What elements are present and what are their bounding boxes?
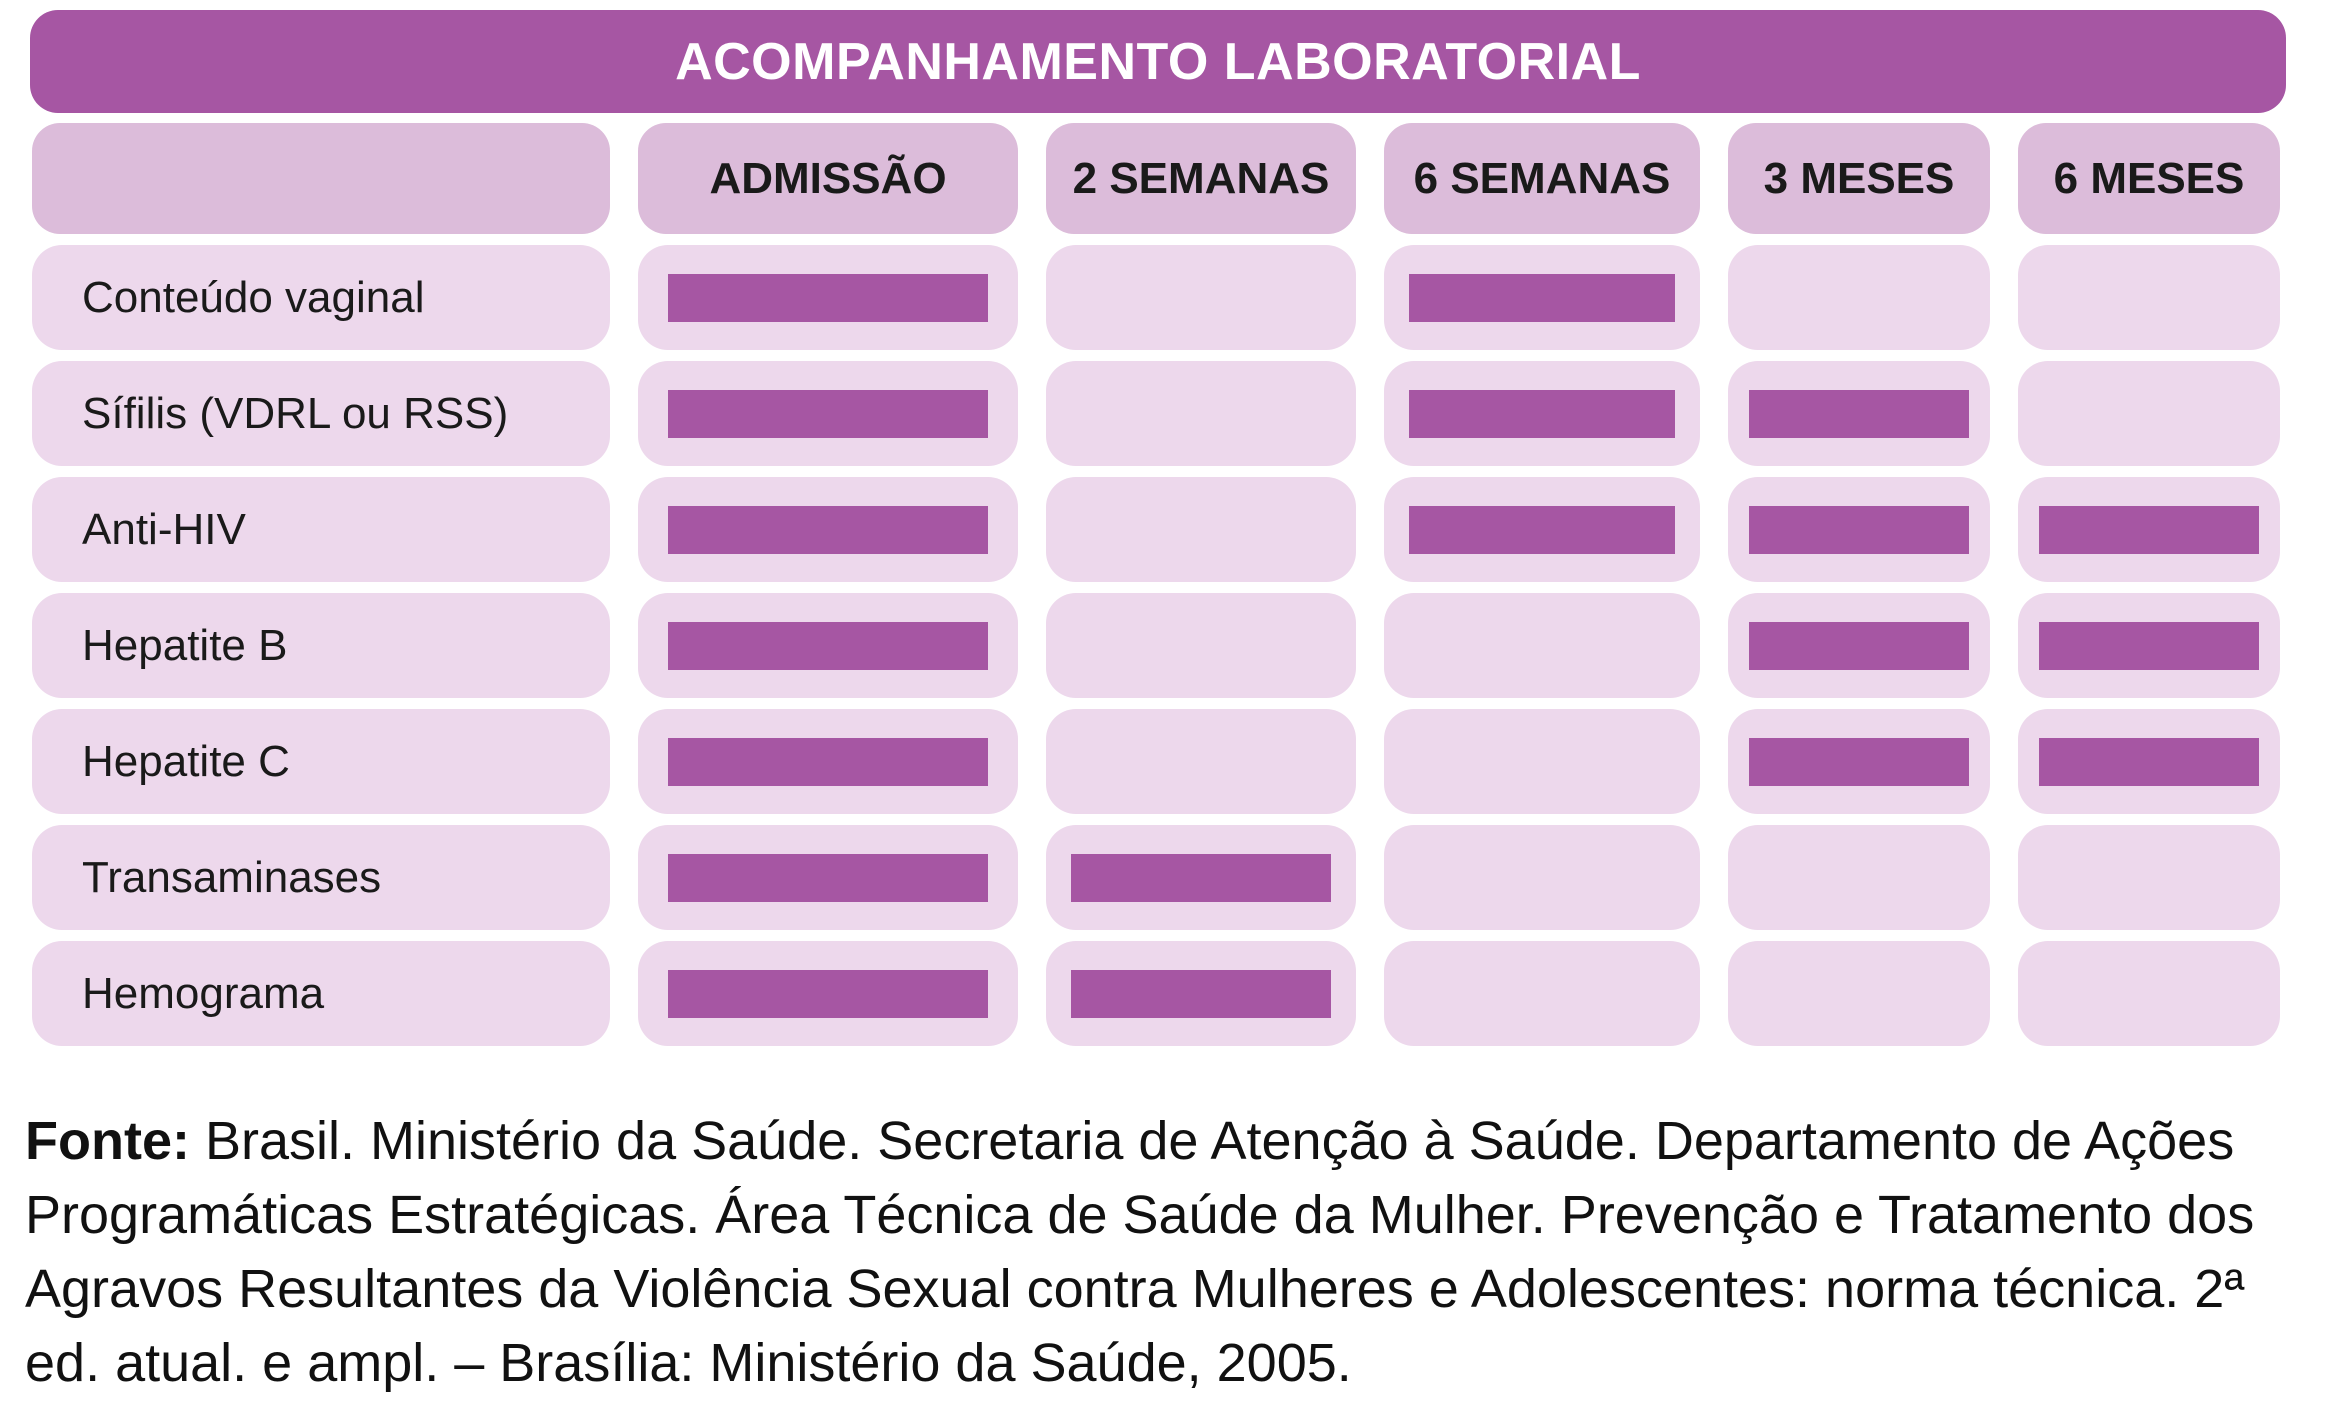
row-label-anti-hiv: Anti-HIV xyxy=(32,477,610,582)
table-cell xyxy=(2018,477,2280,582)
table-cell xyxy=(1046,709,1356,814)
test-scheduled-bar xyxy=(668,970,987,1018)
test-scheduled-bar xyxy=(1071,970,1331,1018)
test-scheduled-bar xyxy=(1749,390,1969,438)
page-title: ACOMPANHAMENTO LABORATORIAL xyxy=(675,32,1641,91)
table-cell xyxy=(1728,593,1990,698)
table-cell xyxy=(638,361,1018,466)
table-title-banner xyxy=(30,10,2286,113)
test-scheduled-bar xyxy=(668,506,987,554)
row-label-conteudo-vaginal: Conteúdo vaginal xyxy=(32,245,610,350)
source-citation xyxy=(25,1104,2313,1400)
table-cell xyxy=(1384,709,1700,814)
table-cell xyxy=(638,477,1018,582)
table-cell xyxy=(2018,245,2280,350)
row-label-sifilis: Sífilis (VDRL ou RSS) xyxy=(32,361,610,466)
table-cell xyxy=(638,593,1018,698)
table-cell xyxy=(1046,245,1356,350)
table-cell xyxy=(1384,825,1700,930)
column-header-2-semanas: 2 SEMANAS xyxy=(1046,123,1356,234)
table-cell xyxy=(1046,477,1356,582)
test-scheduled-bar xyxy=(1409,274,1674,322)
table-cell xyxy=(638,941,1018,1046)
test-scheduled-bar xyxy=(668,854,987,902)
column-header-admissao: ADMISSÃO xyxy=(638,123,1018,234)
table-cell xyxy=(1728,477,1990,582)
row-label-hepatite-b: Hepatite B xyxy=(32,593,610,698)
test-scheduled-bar xyxy=(668,274,987,322)
table-cell xyxy=(2018,941,2280,1046)
table-cell xyxy=(2018,709,2280,814)
table-cell xyxy=(2018,361,2280,466)
column-header-3-meses: 3 MESES xyxy=(1728,123,1990,234)
table-cell xyxy=(1384,361,1700,466)
lab-followup-table xyxy=(32,123,2284,1046)
table-cell xyxy=(1728,709,1990,814)
table-cell xyxy=(2018,825,2280,930)
row-label-transaminases: Transaminases xyxy=(32,825,610,930)
table-cell xyxy=(638,709,1018,814)
source-label: Fonte: xyxy=(25,1111,190,1171)
test-scheduled-bar xyxy=(668,738,987,786)
test-scheduled-bar xyxy=(1749,738,1969,786)
table-cell xyxy=(1728,941,1990,1046)
table-cell xyxy=(1384,593,1700,698)
test-scheduled-bar xyxy=(668,622,987,670)
table-cell xyxy=(1384,941,1700,1046)
table-cell xyxy=(1728,361,1990,466)
table-cell xyxy=(1728,825,1990,930)
row-label-hepatite-c: Hepatite C xyxy=(32,709,610,814)
column-header-6-meses: 6 MESES xyxy=(2018,123,2280,234)
test-scheduled-bar xyxy=(1749,622,1969,670)
test-scheduled-bar xyxy=(1409,390,1674,438)
test-scheduled-bar xyxy=(2039,622,2259,670)
table-cell xyxy=(1384,477,1700,582)
table-cell xyxy=(1384,245,1700,350)
row-label-hemograma: Hemograma xyxy=(32,941,610,1046)
source-text: Brasil. Ministério da Saúde. Secretaria de Atenção à Saúde. Departamento de Ações Programáticas Estratégicas. Área Técnica de Saúde da Mulher. Prevenção e Tratamento dos Agravos Resultantes da Violência Sexual contra Mulheres e Adolescentes: norma técnica. 2ª ed. atual. e ampl. – Brasília: Ministério da Saúde, 2005. xyxy=(25,1111,2255,1393)
table-cell xyxy=(638,825,1018,930)
test-scheduled-bar xyxy=(1409,506,1674,554)
column-header-6-semanas: 6 SEMANAS xyxy=(1384,123,1700,234)
test-scheduled-bar xyxy=(2039,506,2259,554)
table-cell xyxy=(1046,825,1356,930)
table-cell xyxy=(1046,941,1356,1046)
test-scheduled-bar xyxy=(2039,738,2259,786)
test-scheduled-bar xyxy=(1071,854,1331,902)
table-cell xyxy=(1046,361,1356,466)
table-cell xyxy=(1046,593,1356,698)
table-cell xyxy=(2018,593,2280,698)
test-scheduled-bar xyxy=(1749,506,1969,554)
header-corner-cell xyxy=(32,123,610,234)
table-cell xyxy=(1728,245,1990,350)
table-cell xyxy=(638,245,1018,350)
test-scheduled-bar xyxy=(668,390,987,438)
